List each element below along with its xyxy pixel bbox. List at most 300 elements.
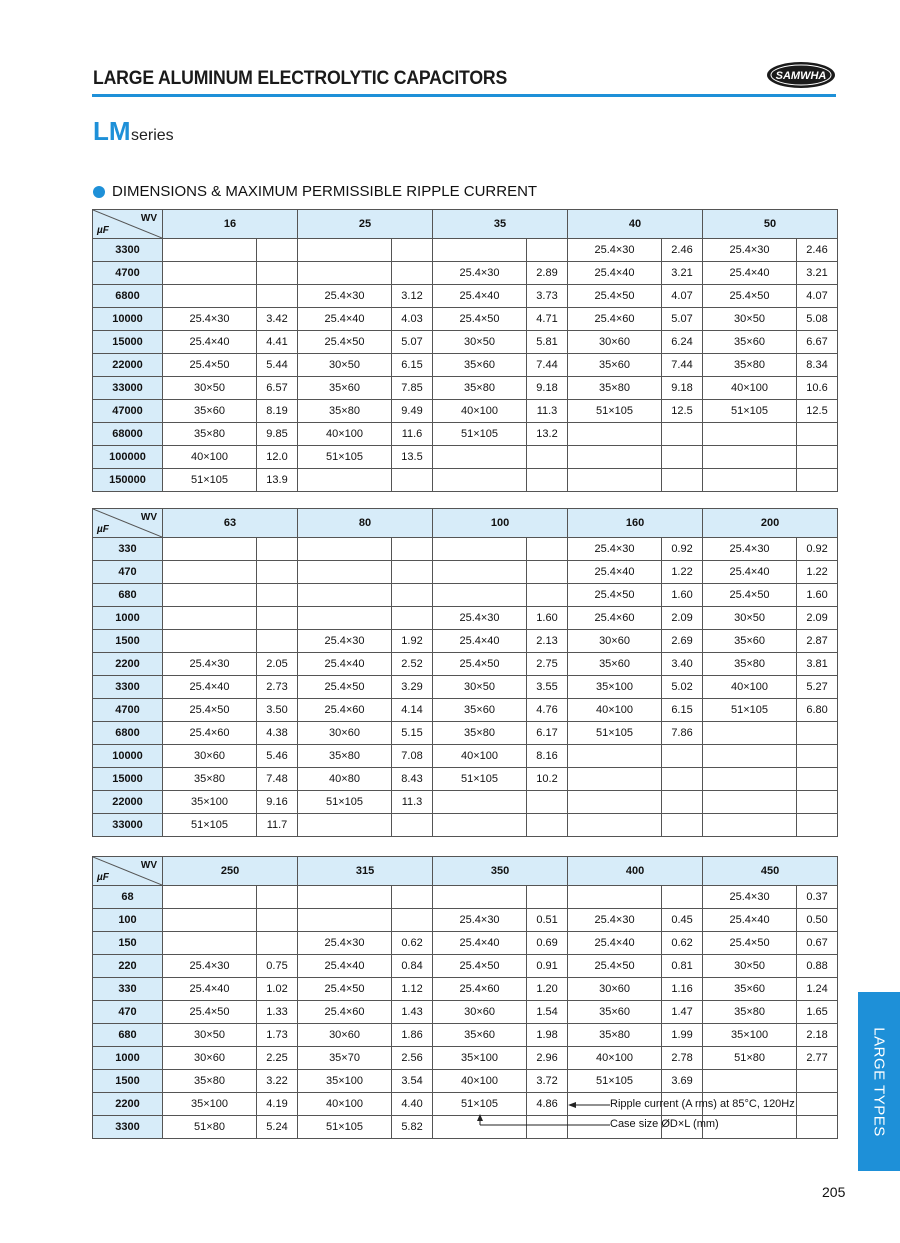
case-size-cell: 25.4×50 <box>163 699 257 722</box>
ripple-current-cell: 13.2 <box>527 423 568 446</box>
ripple-current-cell <box>662 814 703 837</box>
ripple-current-cell: 0.88 <box>797 955 838 978</box>
case-size-cell <box>433 791 527 814</box>
ripple-current-cell: 5.81 <box>527 331 568 354</box>
voltage-header: 16 <box>163 210 298 239</box>
ripple-current-cell <box>797 791 838 814</box>
case-size-cell: 35×80 <box>163 423 257 446</box>
case-size-cell: 35×60 <box>703 630 797 653</box>
case-size-cell: 35×80 <box>298 745 392 768</box>
ripple-current-cell <box>257 262 298 285</box>
ripple-current-cell: 7.44 <box>662 354 703 377</box>
case-size-cell: 35×100 <box>163 791 257 814</box>
case-size-cell: 35×80 <box>163 768 257 791</box>
ripple-current-cell: 4.71 <box>527 308 568 331</box>
table-row <box>93 1001 838 1024</box>
ripple-current-cell: 5.08 <box>797 308 838 331</box>
ripple-current-cell: 5.46 <box>257 745 298 768</box>
series-code: LM <box>93 116 131 146</box>
case-size-cell: 25.4×40 <box>703 262 797 285</box>
case-size-cell: 25.4×50 <box>298 331 392 354</box>
ripple-table-16-50v <box>92 209 838 492</box>
table-row <box>93 469 838 492</box>
voltage-header: 450 <box>703 857 838 886</box>
case-size-cell: 25.4×30 <box>433 607 527 630</box>
ripple-current-cell: 9.85 <box>257 423 298 446</box>
case-size-cell: 35×70 <box>298 1047 392 1070</box>
wv-label: WV <box>140 213 157 224</box>
case-size-cell: 25.4×40 <box>298 653 392 676</box>
voltage-header: 250 <box>163 857 298 886</box>
ripple-current-cell <box>257 932 298 955</box>
ripple-current-cell: 6.57 <box>257 377 298 400</box>
case-size-cell <box>163 607 257 630</box>
case-size-cell: 40×100 <box>433 400 527 423</box>
ripple-current-cell: 3.55 <box>527 676 568 699</box>
case-size-cell: 40×100 <box>433 1070 527 1093</box>
ripple-current-cell <box>392 538 433 561</box>
case-size-cell: 40×100 <box>568 1047 662 1070</box>
case-size-cell: 40×100 <box>703 676 797 699</box>
capacitance-cell: 1000 <box>93 607 163 630</box>
ripple-current-cell: 0.67 <box>797 932 838 955</box>
case-size-cell: 35×80 <box>433 722 527 745</box>
ripple-current-cell: 1.86 <box>392 1024 433 1047</box>
legend-case-label: Case size ØD×L (mm) <box>610 1118 719 1130</box>
case-size-cell: 40×100 <box>163 446 257 469</box>
ripple-current-cell: 12.5 <box>797 400 838 423</box>
ripple-current-cell <box>527 239 568 262</box>
case-size-cell: 25.4×50 <box>703 584 797 607</box>
case-size-cell: 25.4×60 <box>163 722 257 745</box>
ripple-current-cell: 1.73 <box>257 1024 298 1047</box>
case-size-cell: 51×105 <box>703 400 797 423</box>
ripple-current-cell: 3.21 <box>662 262 703 285</box>
ripple-current-cell: 3.81 <box>797 653 838 676</box>
table-row <box>93 285 838 308</box>
table-row <box>93 308 838 331</box>
case-size-cell: 30×50 <box>433 676 527 699</box>
ripple-current-cell <box>392 239 433 262</box>
ripple-current-cell: 4.14 <box>392 699 433 722</box>
ripple-current-cell: 5.02 <box>662 676 703 699</box>
case-size-cell: 25.4×50 <box>433 653 527 676</box>
case-size-cell <box>298 909 392 932</box>
ripple-current-cell: 1.22 <box>662 561 703 584</box>
ripple-current-cell: 1.92 <box>392 630 433 653</box>
ripple-current-cell: 6.67 <box>797 331 838 354</box>
capacitance-cell: 1500 <box>93 630 163 653</box>
ripple-current-cell: 2.05 <box>257 653 298 676</box>
case-size-cell: 51×105 <box>568 722 662 745</box>
ripple-table-250-450v <box>92 856 838 1139</box>
ripple-current-cell: 2.69 <box>662 630 703 653</box>
case-size-cell: 30×60 <box>298 722 392 745</box>
ripple-current-cell: 2.89 <box>527 262 568 285</box>
case-size-cell <box>298 538 392 561</box>
case-size-cell: 25.4×30 <box>163 308 257 331</box>
ripple-current-cell: 1.22 <box>797 561 838 584</box>
case-size-cell: 25.4×30 <box>568 538 662 561</box>
capacitance-cell: 22000 <box>93 791 163 814</box>
capacitance-cell: 3300 <box>93 239 163 262</box>
case-size-cell <box>163 630 257 653</box>
case-size-cell: 30×50 <box>298 354 392 377</box>
ripple-current-cell <box>662 768 703 791</box>
ripple-current-cell <box>662 886 703 909</box>
ripple-current-cell: 7.85 <box>392 377 433 400</box>
ripple-current-cell <box>392 909 433 932</box>
series-word: series <box>131 127 174 144</box>
case-size-cell: 25.4×40 <box>568 262 662 285</box>
ripple-current-cell: 2.73 <box>257 676 298 699</box>
header-row <box>93 210 838 239</box>
wv-uf-corner <box>93 210 163 239</box>
case-size-cell: 25.4×30 <box>163 955 257 978</box>
ripple-current-cell <box>797 768 838 791</box>
case-size-cell: 51×105 <box>568 400 662 423</box>
ripple-current-cell: 3.73 <box>527 285 568 308</box>
case-size-cell: 40×80 <box>298 768 392 791</box>
case-size-cell <box>703 423 797 446</box>
ripple-current-cell: 2.25 <box>257 1047 298 1070</box>
ripple-current-cell: 3.69 <box>662 1070 703 1093</box>
ripple-current-cell <box>797 814 838 837</box>
case-size-cell: 35×60 <box>433 699 527 722</box>
capacitance-cell: 150 <box>93 932 163 955</box>
ripple-current-cell: 0.92 <box>662 538 703 561</box>
table-row <box>93 561 838 584</box>
voltage-header: 35 <box>433 210 568 239</box>
case-size-cell <box>568 745 662 768</box>
ripple-current-cell: 4.41 <box>257 331 298 354</box>
page-title: LARGE ALUMINUM ELECTROLYTIC CAPACITORS <box>93 68 508 89</box>
ripple-current-cell: 8.43 <box>392 768 433 791</box>
ripple-current-cell: 10.6 <box>797 377 838 400</box>
ripple-current-cell <box>392 469 433 492</box>
bullet-icon <box>93 186 105 198</box>
ripple-current-cell: 9.49 <box>392 400 433 423</box>
ripple-current-cell: 3.54 <box>392 1070 433 1093</box>
case-size-cell: 30×50 <box>433 331 527 354</box>
case-size-cell: 51×105 <box>703 699 797 722</box>
ripple-current-cell: 3.72 <box>527 1070 568 1093</box>
case-size-cell: 51×80 <box>163 1116 257 1139</box>
capacitance-cell: 22000 <box>93 354 163 377</box>
ripple-current-cell: 11.7 <box>257 814 298 837</box>
case-size-cell: 40×100 <box>298 1093 392 1116</box>
table-row <box>93 722 838 745</box>
capacitance-cell: 1000 <box>93 1047 163 1070</box>
voltage-header: 100 <box>433 509 568 538</box>
ripple-current-cell: 1.99 <box>662 1024 703 1047</box>
case-size-cell: 35×80 <box>433 377 527 400</box>
ripple-current-cell <box>797 1070 838 1093</box>
case-size-cell: 35×80 <box>703 653 797 676</box>
case-size-cell: 25.4×60 <box>298 699 392 722</box>
case-size-cell: 25.4×60 <box>568 607 662 630</box>
ripple-current-cell <box>797 423 838 446</box>
voltage-header: 63 <box>163 509 298 538</box>
case-size-cell <box>298 262 392 285</box>
voltage-header: 25 <box>298 210 433 239</box>
case-size-cell: 25.4×30 <box>433 909 527 932</box>
case-size-cell <box>298 469 392 492</box>
ripple-current-cell <box>527 584 568 607</box>
ripple-current-cell <box>257 909 298 932</box>
wv-uf-corner <box>93 857 163 886</box>
case-size-cell <box>433 239 527 262</box>
case-size-cell: 51×105 <box>568 1070 662 1093</box>
case-size-cell: 25.4×50 <box>163 354 257 377</box>
ripple-current-cell: 0.62 <box>662 932 703 955</box>
ripple-current-cell: 6.15 <box>662 699 703 722</box>
ripple-current-cell <box>392 886 433 909</box>
case-size-cell: 25.4×40 <box>433 932 527 955</box>
ripple-current-cell: 1.65 <box>797 1001 838 1024</box>
table-row <box>93 1047 838 1070</box>
capacitance-cell: 33000 <box>93 814 163 837</box>
case-size-cell <box>163 886 257 909</box>
case-size-cell: 35×60 <box>298 377 392 400</box>
case-size-cell: 40×100 <box>703 377 797 400</box>
case-size-cell: 25.4×30 <box>433 262 527 285</box>
ripple-current-cell: 0.75 <box>257 955 298 978</box>
case-size-cell: 25.4×50 <box>703 932 797 955</box>
ripple-current-cell: 1.43 <box>392 1001 433 1024</box>
ripple-current-cell <box>527 886 568 909</box>
case-size-cell <box>163 538 257 561</box>
case-size-cell: 30×50 <box>163 377 257 400</box>
table-row <box>93 239 838 262</box>
ripple-current-cell: 3.40 <box>662 653 703 676</box>
ripple-current-cell: 12.5 <box>662 400 703 423</box>
table-row <box>93 886 838 909</box>
table-row <box>93 814 838 837</box>
uf-label: µF <box>97 872 109 883</box>
ripple-current-cell: 4.07 <box>662 285 703 308</box>
legend-arrows <box>470 1092 610 1132</box>
voltage-header: 200 <box>703 509 838 538</box>
ripple-current-cell: 7.08 <box>392 745 433 768</box>
header-row <box>93 509 838 538</box>
ripple-current-cell <box>257 886 298 909</box>
capacitance-cell: 2200 <box>93 653 163 676</box>
case-size-cell: 35×60 <box>568 653 662 676</box>
capacitance-cell: 150000 <box>93 469 163 492</box>
case-size-cell: 25.4×50 <box>433 955 527 978</box>
ripple-current-cell <box>257 239 298 262</box>
voltage-header: 400 <box>568 857 703 886</box>
capacitance-cell: 4700 <box>93 262 163 285</box>
ripple-current-cell <box>257 630 298 653</box>
table-row <box>93 607 838 630</box>
case-size-cell: 25.4×30 <box>298 285 392 308</box>
table-row <box>93 791 838 814</box>
case-size-cell <box>433 814 527 837</box>
wv-label: WV <box>140 860 157 871</box>
ripple-current-cell: 7.48 <box>257 768 298 791</box>
case-size-cell: 35×100 <box>163 1093 257 1116</box>
ripple-current-cell: 3.22 <box>257 1070 298 1093</box>
capacitance-cell: 15000 <box>93 331 163 354</box>
ripple-current-cell: 0.37 <box>797 886 838 909</box>
case-size-cell: 35×100 <box>703 1024 797 1047</box>
voltage-header: 160 <box>568 509 703 538</box>
ripple-current-cell <box>392 607 433 630</box>
case-size-cell: 30×50 <box>703 955 797 978</box>
capacitance-cell: 6800 <box>93 722 163 745</box>
case-size-cell <box>163 561 257 584</box>
case-size-cell: 25.4×40 <box>568 561 662 584</box>
case-size-cell: 30×60 <box>298 1024 392 1047</box>
table-row <box>93 377 838 400</box>
case-size-cell: 35×100 <box>298 1070 392 1093</box>
capacitance-cell: 470 <box>93 561 163 584</box>
capacitance-cell: 330 <box>93 978 163 1001</box>
case-size-cell: 51×105 <box>298 446 392 469</box>
table-row <box>93 909 838 932</box>
ripple-current-cell: 7.86 <box>662 722 703 745</box>
ripple-current-cell: 9.18 <box>662 377 703 400</box>
table-row <box>93 446 838 469</box>
ripple-current-cell <box>527 791 568 814</box>
case-size-cell <box>703 814 797 837</box>
ripple-current-cell: 5.44 <box>257 354 298 377</box>
capacitance-cell: 15000 <box>93 768 163 791</box>
ripple-current-cell: 1.12 <box>392 978 433 1001</box>
capacitance-cell: 68 <box>93 886 163 909</box>
ripple-current-cell <box>797 469 838 492</box>
case-size-cell: 30×60 <box>568 978 662 1001</box>
table-row <box>93 400 838 423</box>
ripple-current-cell: 11.3 <box>527 400 568 423</box>
case-size-cell: 25.4×50 <box>163 1001 257 1024</box>
case-size-cell: 35×100 <box>433 1047 527 1070</box>
case-size-cell <box>163 262 257 285</box>
ripple-current-cell: 5.24 <box>257 1116 298 1139</box>
case-size-cell: 25.4×60 <box>298 1001 392 1024</box>
ripple-current-cell: 5.07 <box>392 331 433 354</box>
case-size-cell <box>298 814 392 837</box>
side-tab[interactable] <box>858 992 900 1171</box>
capacitance-cell: 470 <box>93 1001 163 1024</box>
capacitance-cell: 2200 <box>93 1093 163 1116</box>
table-row <box>93 538 838 561</box>
ripple-current-cell: 0.62 <box>392 932 433 955</box>
ripple-current-cell: 4.76 <box>527 699 568 722</box>
table-row <box>93 331 838 354</box>
case-size-cell: 35×80 <box>163 1070 257 1093</box>
case-size-cell: 25.4×60 <box>568 308 662 331</box>
case-size-cell: 25.4×40 <box>163 676 257 699</box>
case-size-cell: 30×60 <box>568 630 662 653</box>
case-size-cell <box>298 561 392 584</box>
case-size-cell: 25.4×60 <box>433 978 527 1001</box>
capacitance-cell: 100 <box>93 909 163 932</box>
case-size-cell: 40×100 <box>433 745 527 768</box>
ripple-current-cell: 5.15 <box>392 722 433 745</box>
ripple-current-cell: 1.54 <box>527 1001 568 1024</box>
case-size-cell <box>703 1070 797 1093</box>
case-size-cell: 30×50 <box>703 607 797 630</box>
case-size-cell <box>568 814 662 837</box>
case-size-cell: 30×50 <box>163 1024 257 1047</box>
case-size-cell <box>568 469 662 492</box>
case-size-cell <box>703 768 797 791</box>
case-size-cell: 25.4×30 <box>298 932 392 955</box>
ripple-current-cell <box>797 1116 838 1139</box>
ripple-current-cell: 0.81 <box>662 955 703 978</box>
ripple-current-cell: 2.87 <box>797 630 838 653</box>
table-row <box>93 423 838 446</box>
case-size-cell <box>703 745 797 768</box>
ripple-current-cell: 11.6 <box>392 423 433 446</box>
ripple-current-cell <box>662 446 703 469</box>
ripple-current-cell <box>797 1093 838 1116</box>
capacitance-cell: 100000 <box>93 446 163 469</box>
case-size-cell <box>298 584 392 607</box>
case-size-cell <box>568 446 662 469</box>
logo-text: SAMWHA <box>775 70 827 82</box>
ripple-current-cell <box>527 814 568 837</box>
capacitance-cell: 10000 <box>93 745 163 768</box>
case-size-cell: 40×100 <box>568 699 662 722</box>
ripple-current-cell <box>797 446 838 469</box>
case-size-cell: 30×60 <box>163 745 257 768</box>
case-size-cell: 25.4×50 <box>703 285 797 308</box>
ripple-current-cell: 3.12 <box>392 285 433 308</box>
ripple-current-cell: 13.9 <box>257 469 298 492</box>
capacitance-cell: 680 <box>93 584 163 607</box>
capacitance-cell: 10000 <box>93 308 163 331</box>
case-size-cell: 25.4×40 <box>298 308 392 331</box>
voltage-header: 40 <box>568 210 703 239</box>
case-size-cell: 51×105 <box>163 814 257 837</box>
case-size-cell <box>703 791 797 814</box>
capacitance-cell: 680 <box>93 1024 163 1047</box>
ripple-current-cell: 2.09 <box>662 607 703 630</box>
page-number: 205 <box>822 1184 846 1200</box>
ripple-current-cell: 10.2 <box>527 768 568 791</box>
ripple-current-cell <box>797 722 838 745</box>
case-size-cell <box>163 239 257 262</box>
voltage-header: 80 <box>298 509 433 538</box>
case-size-cell: 35×100 <box>568 676 662 699</box>
table-row <box>93 630 838 653</box>
case-size-cell <box>298 607 392 630</box>
table-row <box>93 1116 838 1139</box>
case-size-cell: 25.4×30 <box>568 239 662 262</box>
side-tab-label: LARGE TYPES <box>870 1026 888 1137</box>
case-size-cell: 25.4×40 <box>433 630 527 653</box>
table-row <box>93 584 838 607</box>
capacitance-cell: 4700 <box>93 699 163 722</box>
case-size-cell: 25.4×40 <box>568 932 662 955</box>
ripple-current-cell: 0.45 <box>662 909 703 932</box>
ripple-current-cell: 2.77 <box>797 1047 838 1070</box>
case-size-cell: 35×80 <box>703 1001 797 1024</box>
ripple-current-cell: 3.21 <box>797 262 838 285</box>
ripple-current-cell: 1.20 <box>527 978 568 1001</box>
voltage-header: 350 <box>433 857 568 886</box>
case-size-cell: 51×105 <box>163 469 257 492</box>
ripple-current-cell <box>392 584 433 607</box>
ripple-current-cell <box>662 745 703 768</box>
ripple-current-cell <box>257 561 298 584</box>
legend-ripple-label: Ripple current (A rms) at 85°C, 120Hz <box>610 1098 795 1110</box>
case-size-cell <box>163 909 257 932</box>
